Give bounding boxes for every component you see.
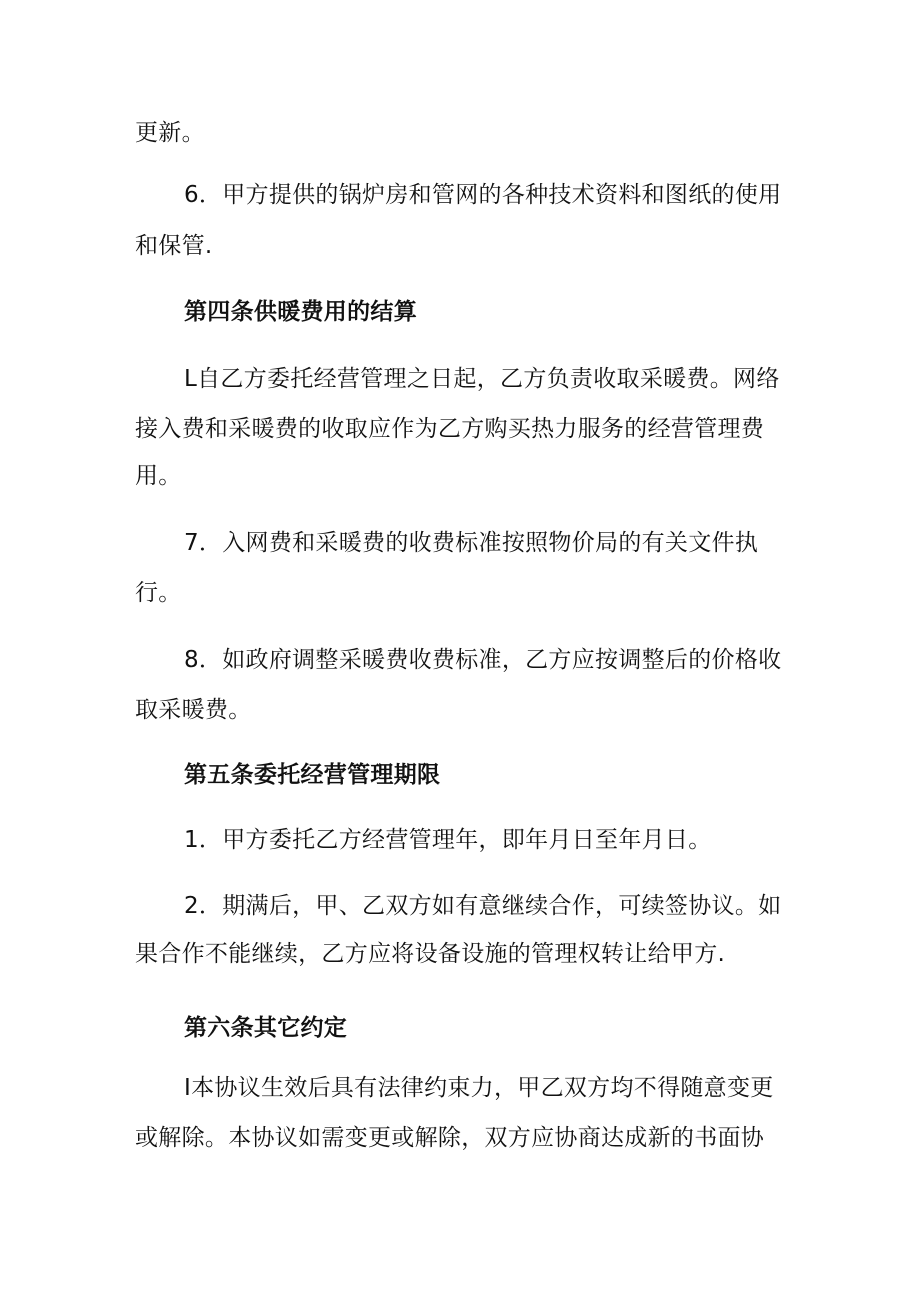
item-6-line-1: 6．甲方提供的锅炉房和管网的各种技术资料和图纸的使用 [184,182,782,208]
article-4-item-7-line-1: 7．入网费和采暖费的收费标准按照物价局的有关文件执 [184,530,759,556]
article-4-item-7-line-2: 行。 [135,580,182,606]
article-5-item-2-line-1: 2．期满后，甲、乙双方如有意继续合作，可续签协议。如 [184,893,782,919]
article-6-item-I-line-1: I本协议生效后具有法律约束力，甲乙双方均不得随意变更 [184,1075,774,1101]
article-4-item-L-line-1: L自乙方委托经营管理之日起，乙方负责收取采暖费。网络 [184,366,780,392]
article-6-heading: 第六条其它约定 [184,1015,348,1041]
article-4-heading: 第四条供暖费用的结算 [184,299,417,325]
paragraph-continuation: 更新。 [135,120,205,146]
article-4-item-L-line-3: 用。 [135,463,182,489]
item-6-line-2: 和保管. [135,233,213,259]
article-4-item-L-line-2: 接入费和采暖费的收取应作为乙方购买热力服务的经营管理费 [135,416,765,442]
article-5-item-1: 1．甲方委托乙方经营管理年，即年月日至年月日。 [184,827,712,853]
article-5-heading: 第五条委托经营管理期限 [184,762,441,788]
article-6-item-I-line-2: 或解除。本协议如需变更或解除，双方应协商达成新的书面协 [135,1125,765,1151]
article-4-item-8-line-2: 取采暖费。 [135,697,252,723]
article-4-item-8-line-1: 8．如政府调整采暖费收费标准，乙方应按调整后的价格收 [184,647,782,673]
article-5-item-2-line-2: 果合作不能继续，乙方应将设备设施的管理权转让给甲方. [135,941,726,967]
